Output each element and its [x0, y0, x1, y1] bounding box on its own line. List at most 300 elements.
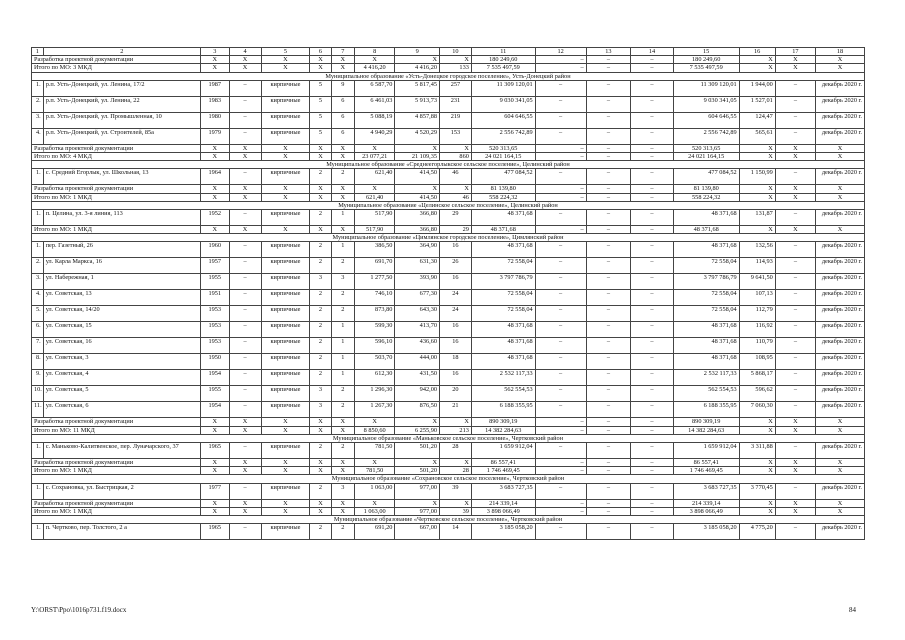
row-cell: 2 556 742,89 [471, 128, 535, 144]
summary-cell: 180 249,60 [673, 56, 739, 64]
row-cell: декабрь 2020 г. [816, 128, 865, 144]
summary-row [32, 426, 865, 434]
row-cell: декабрь 2020 г. [816, 306, 865, 322]
row-cell: – [775, 274, 815, 290]
summary-label: Итого по МО: 3 МКД [32, 64, 201, 72]
summary-cell: X [775, 426, 815, 434]
row-cell: кирпичные [261, 242, 310, 258]
row-cell: – [631, 112, 674, 128]
row-cell: 16 [440, 370, 472, 386]
summary-cell: X [331, 418, 354, 426]
building-address: ул. Советская, 16 [43, 338, 200, 354]
summary-cell: 860 [440, 153, 472, 161]
row-cell: – [586, 483, 631, 499]
summary-cell: X [775, 144, 815, 152]
summary-cell: X [775, 459, 815, 467]
building-row [32, 128, 865, 144]
summary-cell: X [739, 193, 775, 201]
row-cell: – [535, 112, 586, 128]
row-cell: 364,90 [395, 242, 440, 258]
row-cell: 1977 [200, 483, 229, 499]
summary-cell: X [200, 153, 229, 161]
summary-cell: – [535, 226, 586, 234]
row-cell: 2 532 117,33 [673, 370, 739, 386]
summary-cell: X [261, 64, 310, 72]
column-number: 18 [816, 48, 865, 56]
row-cell: 72 558,04 [471, 258, 535, 274]
row-cell: 2 [310, 443, 331, 459]
row-number: 8. [32, 354, 44, 370]
row-cell: 132,56 [739, 242, 775, 258]
summary-cell: X [816, 56, 865, 64]
summary-cell: – [631, 193, 674, 201]
row-cell: 231 [440, 96, 472, 112]
summary-cell: – [535, 153, 586, 161]
summary-cell: 214 339,14 [673, 499, 739, 507]
row-cell: – [229, 112, 261, 128]
summary-cell: – [586, 467, 631, 475]
row-cell: 2 [331, 169, 354, 185]
row-cell: 4 857,88 [395, 112, 440, 128]
row-cell: 393,90 [395, 274, 440, 290]
row-cell: 48 371,68 [673, 210, 739, 226]
row-cell: – [229, 80, 261, 96]
row-cell: – [631, 443, 674, 459]
summary-cell: – [631, 185, 674, 193]
summary-cell: X [775, 507, 815, 515]
summary-cell: X [229, 64, 261, 72]
summary-cell: X [775, 153, 815, 161]
row-cell: – [586, 290, 631, 306]
row-cell: – [229, 290, 261, 306]
row-cell: 596,62 [739, 386, 775, 402]
row-cell: кирпичные [261, 338, 310, 354]
row-number: 9. [32, 370, 44, 386]
row-cell: декабрь 2020 г. [816, 370, 865, 386]
row-cell: – [775, 80, 815, 96]
row-cell: 1 063,00 [355, 483, 395, 499]
row-cell: кирпичные [261, 258, 310, 274]
summary-cell: X [229, 507, 261, 515]
row-cell: 48 371,68 [673, 242, 739, 258]
summary-cell: 621,40 [355, 193, 395, 201]
summary-cell: 23 077,21 [355, 153, 395, 161]
row-cell: – [631, 524, 674, 540]
row-cell: 18 [440, 354, 472, 370]
summary-cell: X [739, 153, 775, 161]
summary-cell: – [535, 507, 586, 515]
row-number: 4. [32, 290, 44, 306]
row-cell: 604 646,55 [471, 112, 535, 128]
row-cell: 444,00 [395, 354, 440, 370]
summary-cell: – [586, 507, 631, 515]
summary-cell: X [739, 226, 775, 234]
column-number: 11 [471, 48, 535, 56]
row-cell: 477 084,52 [471, 169, 535, 185]
municipality-header-row [32, 201, 865, 209]
summary-cell: – [631, 426, 674, 434]
row-cell: 1960 [200, 242, 229, 258]
summary-cell: 3 898 066,49 [471, 507, 535, 515]
row-cell: 3 [310, 386, 331, 402]
row-number: 1. [32, 443, 44, 459]
row-cell: кирпичные [261, 443, 310, 459]
row-cell: 1953 [200, 338, 229, 354]
summary-cell: X [816, 507, 865, 515]
summary-cell: X [310, 507, 331, 515]
row-cell: 1952 [200, 210, 229, 226]
summary-cell: X [200, 226, 229, 234]
summary-cell: X [775, 56, 815, 64]
row-cell: 14 [440, 524, 472, 540]
row-cell: 604 646,55 [673, 112, 739, 128]
row-cell: – [775, 242, 815, 258]
row-cell: декабрь 2020 г. [816, 483, 865, 499]
summary-cell: 24 021 164,15 [471, 153, 535, 161]
row-cell: 6 [331, 96, 354, 112]
summary-cell: X [331, 507, 354, 515]
row-cell: декабрь 2020 г. [816, 169, 865, 185]
row-cell: 21 [440, 402, 472, 418]
summary-cell: X [229, 226, 261, 234]
summary-cell: 517,90 [355, 226, 395, 234]
row-cell: – [631, 96, 674, 112]
row-cell: – [775, 386, 815, 402]
row-cell: 26 [440, 258, 472, 274]
summary-cell: X [229, 153, 261, 161]
summary-cell: X [739, 144, 775, 152]
summary-cell: X [310, 64, 331, 72]
row-cell: декабрь 2020 г. [816, 80, 865, 96]
summary-cell: X [355, 144, 395, 152]
summary-cell: X [261, 467, 310, 475]
row-cell: – [631, 242, 674, 258]
summary-cell: X [261, 144, 310, 152]
row-cell: 29 [440, 210, 472, 226]
summary-cell: 24 021 164,15 [673, 153, 739, 161]
row-cell: – [535, 354, 586, 370]
row-cell: – [586, 128, 631, 144]
row-cell: 39 [440, 483, 472, 499]
summary-label: Итого по МО: 4 МКД [32, 153, 201, 161]
summary-cell: 81 139,80 [471, 185, 535, 193]
row-cell: – [775, 96, 815, 112]
summary-cell: X [229, 426, 261, 434]
summary-cell: 46 [440, 193, 472, 201]
column-number: 12 [535, 48, 586, 56]
row-cell: 6 [331, 112, 354, 128]
summary-cell: X [775, 64, 815, 72]
row-number: 1. [32, 210, 44, 226]
row-cell: 1 659 912,04 [471, 443, 535, 459]
row-cell: 2 [331, 306, 354, 322]
summary-cell: – [535, 144, 586, 152]
row-cell: – [631, 370, 674, 386]
summary-cell: X [331, 144, 354, 152]
row-cell: – [775, 112, 815, 128]
row-cell: 5 913,73 [395, 96, 440, 112]
summary-cell: X [331, 499, 354, 507]
summary-cell: – [586, 144, 631, 152]
column-number: 10 [440, 48, 472, 56]
row-cell: 631,30 [395, 258, 440, 274]
row-cell: 1 [331, 210, 354, 226]
summary-cell: 977,00 [395, 507, 440, 515]
summary-cell: X [395, 418, 440, 426]
summary-cell: – [631, 153, 674, 161]
row-cell: 28 [440, 443, 472, 459]
summary-cell: X [355, 459, 395, 467]
summary-cell: X [310, 153, 331, 161]
row-cell: 16 [440, 274, 472, 290]
summary-cell: 48 371,68 [673, 226, 739, 234]
row-cell: 153 [440, 128, 472, 144]
row-cell: 110,79 [739, 338, 775, 354]
row-cell: декабрь 2020 г. [816, 443, 865, 459]
summary-cell: 520 313,65 [673, 144, 739, 152]
municipality-header-row [32, 475, 865, 483]
row-cell: 562 554,53 [471, 386, 535, 402]
row-cell: кирпичные [261, 169, 310, 185]
summary-label: Итого по МО: 1 МКД [32, 226, 201, 234]
summary-cell: X [331, 193, 354, 201]
column-number: 7 [331, 48, 354, 56]
row-cell: 3 [310, 274, 331, 290]
row-number: 2. [32, 96, 44, 112]
row-cell: 691,20 [355, 524, 395, 540]
summary-cell: 213 [440, 426, 472, 434]
row-cell: 2 [310, 483, 331, 499]
row-cell: 48 371,68 [471, 338, 535, 354]
row-number: 5. [32, 306, 44, 322]
row-cell: – [535, 483, 586, 499]
summary-row [32, 144, 865, 152]
row-cell: – [229, 524, 261, 540]
row-cell: – [535, 80, 586, 96]
summary-cell: X [440, 56, 472, 64]
row-cell: кирпичные [261, 370, 310, 386]
row-number: 4. [32, 128, 44, 144]
summary-label: Итого по МО: 11 МКД [32, 426, 201, 434]
row-number: 1. [32, 524, 44, 540]
row-cell: 46 [440, 169, 472, 185]
summary-cell: 414,50 [395, 193, 440, 201]
row-cell: 781,50 [355, 443, 395, 459]
row-cell: 1 [331, 322, 354, 338]
building-row [32, 96, 865, 112]
summary-cell: X [355, 185, 395, 193]
row-cell: 6 461,03 [355, 96, 395, 112]
row-cell: кирпичные [261, 128, 310, 144]
row-cell: декабрь 2020 г. [816, 258, 865, 274]
summary-cell: 4 416,20 [395, 64, 440, 72]
summary-cell: X [440, 418, 472, 426]
building-row [32, 306, 865, 322]
summary-cell: X [310, 226, 331, 234]
summary-label: Разработка проектной документации [32, 185, 201, 193]
summary-cell: – [631, 507, 674, 515]
row-cell: – [535, 338, 586, 354]
summary-row [32, 507, 865, 515]
row-number: 2. [32, 258, 44, 274]
row-cell: – [586, 386, 631, 402]
row-cell: 3 [331, 483, 354, 499]
summary-cell: – [535, 56, 586, 64]
row-cell: кирпичные [261, 306, 310, 322]
row-cell: – [586, 354, 631, 370]
row-cell: 72 558,04 [471, 306, 535, 322]
row-cell: 16 [440, 338, 472, 354]
row-cell: декабрь 2020 г. [816, 210, 865, 226]
row-cell: 5 [310, 80, 331, 96]
file-path: Y:\ORST\Ppo\1016p731.f19.docx [31, 606, 127, 614]
row-cell: – [229, 274, 261, 290]
row-cell: – [586, 402, 631, 418]
row-cell: – [631, 210, 674, 226]
summary-cell: X [200, 193, 229, 201]
municipality-title: Муниципальное образование «Маньковское сельское поселение», Чертковский район [32, 434, 865, 442]
summary-cell: X [395, 459, 440, 467]
summary-cell: – [631, 64, 674, 72]
row-cell: 5 [310, 128, 331, 144]
building-address: с. Маньково-Калитвенское, пер. Луначарского, 37 [43, 443, 200, 459]
summary-cell: – [631, 56, 674, 64]
summary-cell: X [200, 459, 229, 467]
municipality-title: Муниципальное образование «Среднеегорлыкское сельское поселение», Целинский район [32, 161, 865, 169]
summary-label: Итого по МО: 1 МКД [32, 467, 201, 475]
summary-cell: X [200, 426, 229, 434]
row-cell: 3 797 786,79 [673, 274, 739, 290]
row-cell: – [631, 169, 674, 185]
row-cell: 257 [440, 80, 472, 96]
row-cell: – [631, 80, 674, 96]
building-row [32, 370, 865, 386]
row-cell: – [775, 402, 815, 418]
row-cell: – [535, 210, 586, 226]
building-row [32, 402, 865, 418]
row-cell: декабрь 2020 г. [816, 338, 865, 354]
row-cell: – [775, 258, 815, 274]
summary-cell: X [310, 185, 331, 193]
building-row [32, 80, 865, 96]
summary-cell: – [535, 418, 586, 426]
summary-cell: X [310, 459, 331, 467]
row-cell: – [775, 370, 815, 386]
column-number: 6 [310, 48, 331, 56]
row-cell: – [535, 370, 586, 386]
row-cell: – [775, 524, 815, 540]
row-cell: 1965 [200, 443, 229, 459]
row-cell: декабрь 2020 г. [816, 386, 865, 402]
summary-label: Разработка проектной документации [32, 144, 201, 152]
summary-cell: X [440, 499, 472, 507]
row-cell: – [775, 290, 815, 306]
building-row [32, 210, 865, 226]
row-number: 3. [32, 274, 44, 290]
row-cell: 1 527,01 [739, 96, 775, 112]
summary-cell: X [200, 56, 229, 64]
summary-cell: X [331, 226, 354, 234]
column-number: 9 [395, 48, 440, 56]
summary-cell: – [586, 226, 631, 234]
summary-cell: X [331, 459, 354, 467]
row-cell: 3 [331, 274, 354, 290]
summary-cell: X [775, 499, 815, 507]
row-cell: – [631, 258, 674, 274]
summary-cell: – [631, 467, 674, 475]
row-cell: кирпичные [261, 483, 310, 499]
summary-row [32, 56, 865, 64]
row-cell: 876,50 [395, 402, 440, 418]
summary-cell: – [631, 499, 674, 507]
row-cell: 5 [310, 112, 331, 128]
summary-cell: X [775, 193, 815, 201]
row-cell: 1 296,30 [355, 386, 395, 402]
summary-cell: 558 224,32 [471, 193, 535, 201]
row-cell: 131,87 [739, 210, 775, 226]
summary-cell: 14 382 284,63 [471, 426, 535, 434]
summary-cell: 180 249,60 [471, 56, 535, 64]
column-number: 14 [631, 48, 674, 56]
summary-cell: 21 109,35 [395, 153, 440, 161]
building-address: с. Сохрановка, ул. Быстрицкая, 2 [43, 483, 200, 499]
summary-cell: X [310, 426, 331, 434]
row-cell: 3 311,88 [739, 443, 775, 459]
row-cell: – [229, 322, 261, 338]
row-cell: 477 084,52 [673, 169, 739, 185]
summary-cell: 7 535 497,59 [471, 64, 535, 72]
row-cell: 2 [331, 443, 354, 459]
summary-cell: 86 557,41 [471, 459, 535, 467]
row-cell: 2 [310, 210, 331, 226]
summary-cell: X [816, 226, 865, 234]
summary-cell: X [816, 64, 865, 72]
row-cell: – [229, 128, 261, 144]
row-number: 1. [32, 169, 44, 185]
summary-row [32, 153, 865, 161]
row-cell: 599,30 [355, 322, 395, 338]
summary-cell: X [310, 499, 331, 507]
row-cell: 5 [310, 96, 331, 112]
row-cell: – [535, 169, 586, 185]
summary-cell: X [395, 144, 440, 152]
row-cell: – [535, 524, 586, 540]
summary-cell: X [229, 459, 261, 467]
row-cell: 48 371,68 [673, 322, 739, 338]
row-cell: 9 030 341,05 [673, 96, 739, 112]
municipality-title: Муниципальное образование «Сохрановское сельское поселение», Чертковский район [32, 475, 865, 483]
summary-cell: – [631, 459, 674, 467]
column-number: 2 [43, 48, 200, 56]
summary-cell: 214 339,14 [471, 499, 535, 507]
summary-label: Разработка проектной документации [32, 499, 201, 507]
row-cell: декабрь 2020 г. [816, 290, 865, 306]
building-row [32, 386, 865, 402]
row-cell: – [775, 443, 815, 459]
summary-cell: X [331, 153, 354, 161]
row-cell: 612,30 [355, 370, 395, 386]
summary-cell: X [331, 64, 354, 72]
summary-cell: X [355, 418, 395, 426]
summary-cell: X [331, 426, 354, 434]
row-cell: 677,30 [395, 290, 440, 306]
row-cell: кирпичные [261, 524, 310, 540]
summary-row [32, 226, 865, 234]
row-cell: 3 683 727,35 [471, 483, 535, 499]
row-cell: 1 [331, 370, 354, 386]
row-cell: декабрь 2020 г. [816, 112, 865, 128]
building-row [32, 338, 865, 354]
